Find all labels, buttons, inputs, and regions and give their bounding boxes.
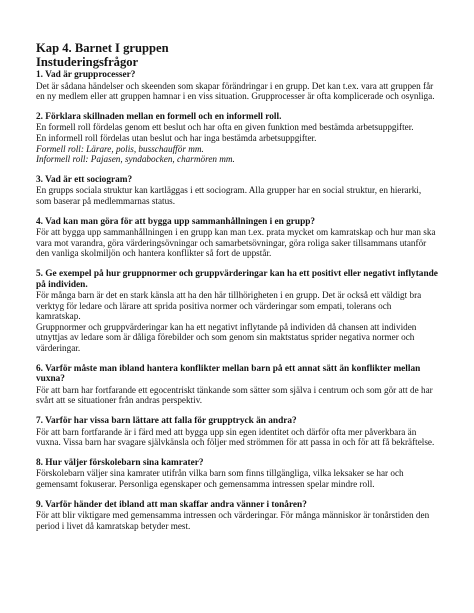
section-2 (36, 112, 438, 165)
example-formal-role: Formell roll: Lärare, polis, busschaufför mm. (36, 143, 204, 154)
document-title: Kap 4. Barnet I gruppen (36, 41, 169, 55)
section-3 (36, 175, 438, 207)
answer-9: För att blir viktigare med gemensamma intressen och värderingar. För många människor är tonårstiden den period i livet då kamratskap betyder mest. (36, 510, 430, 531)
question-8: 8. Hur väljer förskolebarn sina kamrater? (36, 457, 204, 468)
question-5: 5. Ge exempel på hur gruppnormer och gruppvärderingar kan ha ett positivt eller negativt inflytande på individen. (36, 268, 438, 290)
section-5 (36, 269, 438, 354)
section-7 (36, 416, 438, 448)
answer-2-informal: En informell roll fördelas utan beslut och har inga bestämda arbetsuppgifter. (36, 132, 317, 143)
section-8 (36, 458, 438, 490)
section-4 (36, 217, 438, 259)
section-6 (36, 364, 438, 406)
question-2: 2. Förklara skillnaden mellan en formell och en informell roll. (36, 111, 282, 122)
answer-6: För att barn har fortfarande ett egocentriskt tänkande som sätter som själva i centrum och som gör att de har svårt att se situationer från andras perspektiv. (36, 384, 433, 406)
question-3: 3. Vad är ett sociogram? (36, 174, 133, 185)
answer-5-positive: För många barn är det en stark känsla att ha den här tillhörigheten i en grupp. Det är också ett väldigt bra verktyg för ledare och lärare att sprida positiva normer och värderingar som empati, tolerans och kamratskap. (36, 290, 422, 322)
answer-1: Det är sådana händelser och skeenden som skapar förändringar i en grupp. Det kan t.ex. vara att gruppen får en ny medlem eller att gruppen hamnar i en viss situation. Grupprocesser är ofta komplicerade och osynliga. (36, 80, 435, 102)
question-1: 1. Vad är grupprocesser? (36, 70, 136, 80)
question-9: 9. Varför händer det ibland att man skaffar andra vänner i tonåren? (36, 499, 307, 510)
question-6: 6. Varför måste man ibland hantera konflikter mellan barn på ett annat sätt än konflikter mellan vuxna? (36, 363, 421, 385)
answer-8: Förskolebarn väljer sina kamrater utifrån vilka barn som finns tillgängliga, vilka leksaker se har och gemensamt fokuserar. Personliga egenskaper och gemensamma intressen spelar mindre roll. (36, 468, 404, 489)
answer-7: För att barn fortfarande är i färd med att bygga upp sin egen identitet och därför ofta mer påverkbara än vuxna. Vissa barn har svagare självkänsla och följer med strömmen för att passa in och för att få bekräftelse. (36, 426, 435, 448)
question-4: 4. Vad kan man göra för att bygga upp sammanhållningen i en grupp? (36, 216, 316, 227)
section-1 (36, 70, 438, 102)
section-9 (36, 500, 438, 532)
answer-5-negative: Gruppnormer och gruppvärderingar kan ha ett negativt inflytande på individen då chansen att individen utnyttjas av ledare som är dåliga förebilder och som genom sin maktstatus sprider negativa normer och värderingar. (36, 321, 417, 354)
answer-2-formal: En formell roll fördelas genom ett beslut och har ofta en given funktion med bestämda arbetsuppgifter. (36, 122, 414, 133)
example-informal-role: Informell roll: Pajasen, syndabocken, charmören mm. (36, 154, 235, 165)
answer-4: För att bygga upp sammanhållningen i en grupp kan man t.ex. prata mycket om kamratskap och hur man ska vara mot varandra, göra värderingsövningar och samarbetsövningar, göra roliga saker tillsammans utanför den vanliga skolmiljön och hantera konflikter så fort de uppstår. (36, 227, 436, 259)
answer-3: En grupps sociala struktur kan kartläggas i ett sociogram. Alla grupper har en social struktur, en hierarki, som baserar på medlemmarnas status. (36, 185, 422, 206)
question-7: 7. Varför har vissa barn lättare att falla för grupptryck än andra? (36, 416, 297, 427)
document-subtitle: Instuderingsfrågor (36, 55, 139, 69)
